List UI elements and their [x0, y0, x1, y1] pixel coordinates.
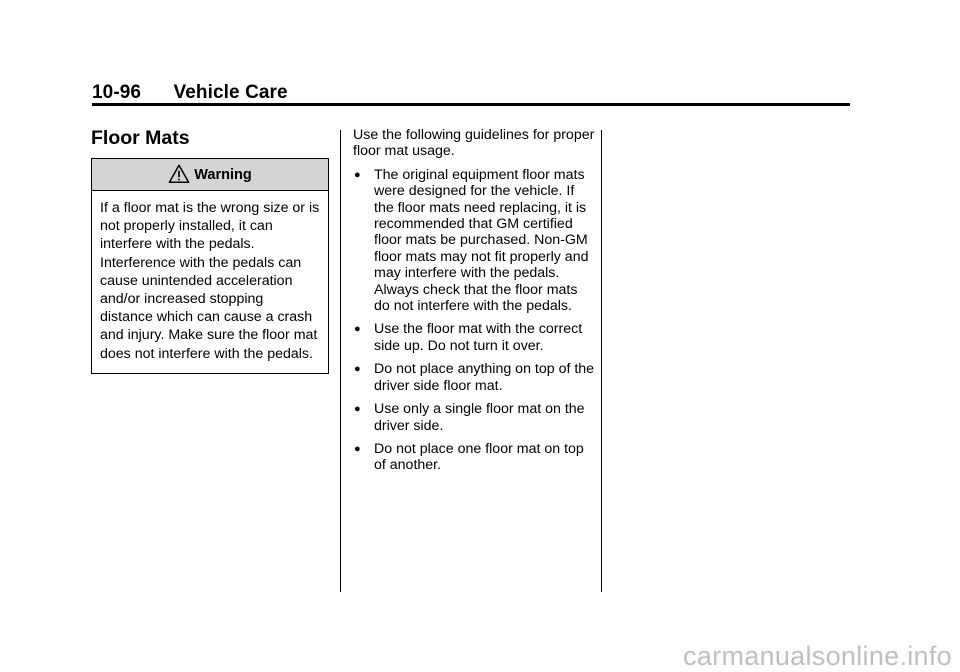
list-item-text: The original equipment floor mats were designed for the vehicle. If the floor mats need replacing, it is recommended that GM certified floor mats be purchased. Non-GM floor mats may not fit properly and may interfere with the pedals. Always check that the floor mats do not interfere with the pedals.: [374, 166, 589, 315]
guidelines-list: [353, 167, 597, 474]
list-item-text: Use the floor mat with the correct side up. Do not turn it over.: [374, 321, 583, 354]
warning-box: [91, 158, 329, 374]
section-title: Floor Mats: [91, 127, 190, 149]
warning-label: Warning: [194, 166, 252, 183]
list-item: [353, 401, 597, 434]
bullet-icon: ●: [354, 403, 361, 416]
list-item-text: Do not place one floor mat on top of another.: [374, 440, 584, 474]
chapter-title: Vehicle Care: [173, 82, 288, 103]
bullet-icon: ●: [354, 168, 361, 181]
warning-text: If a floor mat is the wrong size or is not properly installed, it can interfere with the pedals. Interference with the pedals can cause unintended acceleration and/or increased stopping distance which can cause a crash and injury. Make sure the floor mat does not interfere with the pedals.: [100, 200, 320, 362]
column-divider-left: [340, 130, 341, 592]
list-item: [353, 167, 597, 315]
list-item-text: Do not place anything on top of the driver side floor mat.: [374, 361, 595, 394]
list-item: [353, 441, 597, 474]
running-head: [92, 82, 288, 104]
guidelines-column: [353, 127, 597, 481]
bullet-icon: ●: [354, 363, 361, 376]
warning-triangle-icon: [168, 163, 190, 185]
list-item-text: Use only a single floor mat on the driver side.: [374, 401, 585, 434]
watermark: carmanualsonline.info: [683, 641, 952, 671]
bullet-icon: ●: [354, 442, 361, 455]
page-number: 10-96: [92, 82, 142, 103]
warning-header: [92, 159, 328, 191]
column-divider-right: [601, 130, 602, 592]
bullet-icon: ●: [354, 323, 361, 336]
header-rule: [92, 103, 850, 106]
list-item: [353, 361, 597, 394]
list-item: [353, 321, 597, 354]
guidelines-intro: Use the following guidelines for proper floor mat usage.: [353, 127, 595, 160]
